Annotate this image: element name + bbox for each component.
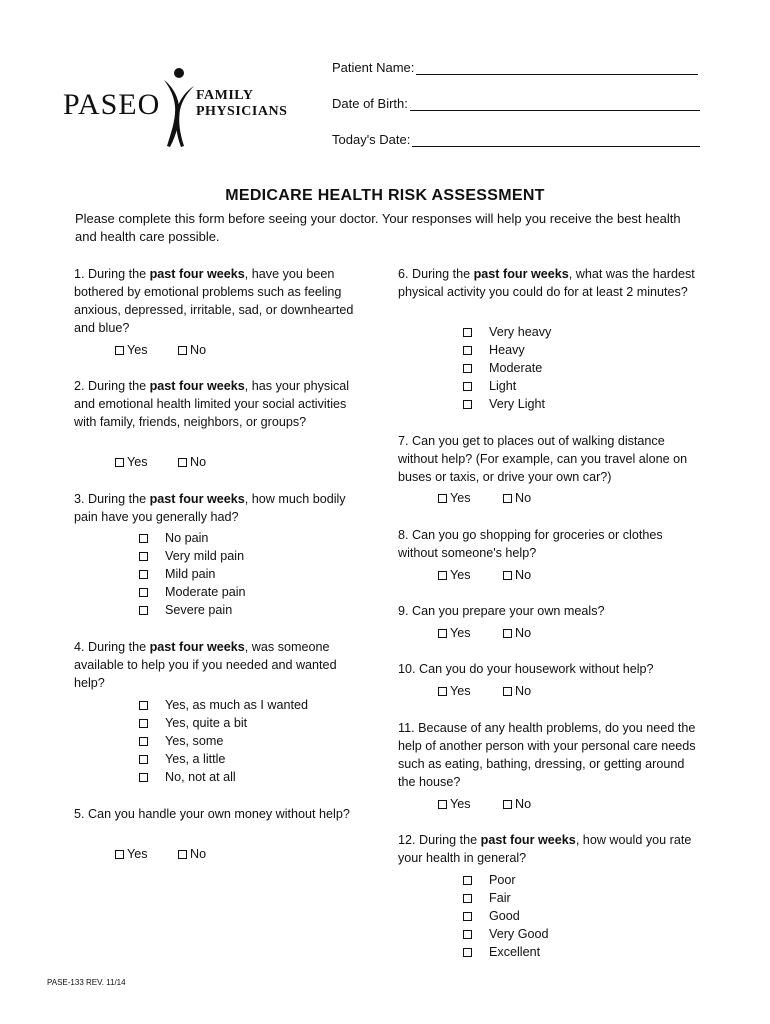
q3-option[interactable] <box>139 529 246 547</box>
q12-option[interactable] <box>463 889 549 907</box>
q6-checkbox[interactable] <box>463 364 472 373</box>
q3-option-label: Very mild pain <box>165 549 245 563</box>
q12-bold: past four weeks <box>480 833 576 847</box>
q8-yes-option[interactable] <box>438 566 503 584</box>
q3-option[interactable] <box>139 583 246 601</box>
q4-options <box>139 696 308 786</box>
q4-option[interactable] <box>139 714 308 732</box>
q10-yes-option[interactable] <box>438 682 503 700</box>
q10-yes-checkbox[interactable] <box>438 687 447 696</box>
q9-yes-option[interactable] <box>438 624 503 642</box>
q1-bold: past four weeks <box>149 267 245 281</box>
q1-yes-no <box>115 341 206 359</box>
q6-option[interactable] <box>463 341 551 359</box>
q5-no-checkbox[interactable] <box>178 850 187 859</box>
q1-post: , have you been bothered by emotional problems such as feeling anxious, depressed, irritable, sad, or downhearted and blue? <box>74 267 354 335</box>
q1-yes-option[interactable] <box>115 341 178 359</box>
logo-line-physicians: PHYSICIANS <box>196 104 288 119</box>
q2-no-option[interactable] <box>178 453 206 471</box>
q4-option[interactable] <box>139 750 308 768</box>
question-2 <box>74 377 364 431</box>
q2-yes-no <box>115 453 206 471</box>
q6-option-label: Heavy <box>489 343 525 357</box>
q10-no-label: No <box>515 684 532 698</box>
q4-option[interactable] <box>139 768 308 786</box>
q4-bold: past four weeks <box>149 640 245 654</box>
q1-pre: 1. During the <box>74 267 150 281</box>
q4-checkbox[interactable] <box>139 701 148 710</box>
q8-no-label: No <box>515 568 532 582</box>
q2-post: , has your physical and emotional health limited your social activities with family, friends, neighbors, or groups? <box>74 379 350 429</box>
q12-checkbox[interactable] <box>463 912 472 921</box>
q7-yes-no <box>438 489 531 507</box>
q2-no-checkbox[interactable] <box>178 458 187 467</box>
q4-option-label: Yes, quite a bit <box>165 716 248 730</box>
logo-line-family: FAMILY <box>196 88 254 103</box>
q6-option[interactable] <box>463 395 551 413</box>
q3-option[interactable] <box>139 601 246 619</box>
q2-yes-label: Yes <box>127 455 148 469</box>
q12-checkbox[interactable] <box>463 948 472 957</box>
question-4 <box>74 638 364 692</box>
q6-checkbox[interactable] <box>463 346 472 355</box>
q11-no-label: No <box>515 797 532 811</box>
q12-checkbox[interactable] <box>463 930 472 939</box>
q1-yes-label: Yes <box>127 343 148 357</box>
q8-no-option[interactable] <box>503 566 531 584</box>
q8-yes-label: Yes <box>450 568 471 582</box>
q6-option[interactable] <box>463 359 551 377</box>
logo-subtitle <box>196 88 287 120</box>
q7-no-label: No <box>515 491 532 505</box>
q10-no-option[interactable] <box>503 682 531 700</box>
todays-date-label: Today's Date: <box>332 132 411 147</box>
q3-pre: 3. During the <box>74 492 150 506</box>
q3-bold: past four weeks <box>149 492 245 506</box>
q2-yes-option[interactable] <box>115 453 178 471</box>
q3-option[interactable] <box>139 547 246 565</box>
question-3 <box>74 490 364 526</box>
patient-name-label: Patient Name: <box>332 60 415 75</box>
q1-yes-checkbox[interactable] <box>115 346 124 355</box>
q6-option[interactable] <box>463 323 551 341</box>
q8-yes-checkbox[interactable] <box>438 571 447 580</box>
question-5: 5. Can you handle your own money without help? <box>74 807 350 821</box>
dob-label: Date of Birth: <box>332 96 408 111</box>
q8-yes-no <box>438 566 531 584</box>
q7-no-option[interactable] <box>503 489 531 507</box>
q3-option[interactable] <box>139 565 246 583</box>
q6-checkbox[interactable] <box>463 400 472 409</box>
todays-date-field[interactable] <box>332 132 700 147</box>
q5-yes-option[interactable] <box>115 845 178 863</box>
question-1 <box>74 265 364 337</box>
q4-pre: 4. During the <box>74 640 150 654</box>
q3-checkbox[interactable] <box>139 606 148 615</box>
q2-no-label: No <box>190 455 207 469</box>
q4-option-label: Yes, a little <box>165 752 226 766</box>
question-8: 8. Can you go shopping for groceries or clothes without someone's help? <box>398 528 663 560</box>
q5-yes-no <box>115 845 206 863</box>
q8-no-checkbox[interactable] <box>503 571 512 580</box>
q12-checkbox[interactable] <box>463 894 472 903</box>
q3-option-label: No pain <box>165 531 209 545</box>
logo-paseo-text: PASEO <box>63 88 161 121</box>
question-9: 9. Can you prepare your own meals? <box>398 604 605 618</box>
q11-yes-label: Yes <box>450 797 471 811</box>
q4-option-label: Yes, as much as I wanted <box>165 698 309 712</box>
q5-no-label: No <box>190 847 207 861</box>
logo-figure-icon <box>158 66 198 150</box>
q2-yes-checkbox[interactable] <box>115 458 124 467</box>
intro-text: Please complete this form before seeing your doctor. Your responses will help you receive the best health and health care possible. <box>75 211 681 244</box>
q4-option-label: Yes, some <box>165 734 224 748</box>
q12-pre: 12. During the <box>398 833 481 847</box>
q4-option[interactable] <box>139 732 308 750</box>
q9-yes-checkbox[interactable] <box>438 629 447 638</box>
q6-options <box>463 323 551 413</box>
q9-yes-no <box>438 624 531 642</box>
q6-option-label: Light <box>489 379 517 393</box>
q4-post: , was someone available to help you if you needed and wanted help? <box>74 640 337 690</box>
question-11: 11. Because of any health problems, do you need the help of another person with your personal care needs such as eating, bathing, dressing, or getting around the house? <box>398 721 696 789</box>
page-title: MEDICARE HEALTH RISK ASSESSMENT <box>225 187 545 204</box>
dob-field[interactable] <box>332 96 700 111</box>
q9-no-option[interactable] <box>503 624 531 642</box>
q4-option-label: No, not at all <box>165 770 236 784</box>
q6-option-label: Very heavy <box>489 325 552 339</box>
q7-yes-option[interactable] <box>438 489 503 507</box>
q6-pre: 6. During the <box>398 267 474 281</box>
q3-checkbox[interactable] <box>139 534 148 543</box>
q7-no-checkbox[interactable] <box>503 494 512 503</box>
q11-no-option[interactable] <box>503 795 531 813</box>
q11-no-checkbox[interactable] <box>503 800 512 809</box>
q3-checkbox[interactable] <box>139 588 148 597</box>
q3-option-label: Severe pain <box>165 603 233 617</box>
q6-option-label: Very Light <box>489 397 546 411</box>
q3-option-label: Mild pain <box>165 567 216 581</box>
patient-name-field[interactable] <box>332 60 698 75</box>
q12-option-label: Poor <box>489 873 516 887</box>
q4-checkbox[interactable] <box>139 737 148 746</box>
q6-bold: past four weeks <box>473 267 569 281</box>
dob-line[interactable] <box>410 98 700 111</box>
q3-options <box>139 529 246 619</box>
q12-option-label: Fair <box>489 891 511 905</box>
q1-no-label: No <box>190 343 207 357</box>
q12-option[interactable] <box>463 907 549 925</box>
q4-checkbox[interactable] <box>139 719 148 728</box>
q3-checkbox[interactable] <box>139 552 148 561</box>
q9-no-checkbox[interactable] <box>503 629 512 638</box>
q12-option-label: Very Good <box>489 927 549 941</box>
q9-yes-label: Yes <box>450 626 471 640</box>
q5-yes-checkbox[interactable] <box>115 850 124 859</box>
q12-option[interactable] <box>463 943 549 961</box>
question-6 <box>398 265 698 301</box>
q6-checkbox[interactable] <box>463 328 472 337</box>
question-10: 10. Can you do your housework without help? <box>398 662 654 676</box>
q1-no-option[interactable] <box>178 341 206 359</box>
q12-checkbox[interactable] <box>463 876 472 885</box>
q3-post: , how much bodily pain have you generally had? <box>74 492 346 524</box>
q4-checkbox[interactable] <box>139 755 148 764</box>
q11-yes-option[interactable] <box>438 795 503 813</box>
q2-pre: 2. During the <box>74 379 150 393</box>
q3-checkbox[interactable] <box>139 570 148 579</box>
q4-option[interactable] <box>139 696 308 714</box>
q7-yes-label: Yes <box>450 491 471 505</box>
form-code-footer: PASE-133 REV. 11/14 <box>47 978 126 987</box>
q10-no-checkbox[interactable] <box>503 687 512 696</box>
q12-option[interactable] <box>463 871 549 889</box>
q10-yes-label: Yes <box>450 684 471 698</box>
q7-yes-checkbox[interactable] <box>438 494 447 503</box>
q5-yes-label: Yes <box>127 847 148 861</box>
q6-option[interactable] <box>463 377 551 395</box>
q6-checkbox[interactable] <box>463 382 472 391</box>
question-12 <box>398 831 698 867</box>
q6-post: , what was the hardest physical activity you could do for at least 2 minutes? <box>398 267 695 299</box>
q3-option-label: Moderate pain <box>165 585 246 599</box>
q4-checkbox[interactable] <box>139 773 148 782</box>
question-7: 7. Can you get to places out of walking distance without help? (For example, can you travel alone on buses or taxis, or drive your own car?) <box>398 434 688 484</box>
q11-yes-no <box>438 795 531 813</box>
q12-options <box>463 871 549 961</box>
q2-bold: past four weeks <box>149 379 245 393</box>
q12-option-label: Good <box>489 909 520 923</box>
q12-option-label: Excellent <box>489 945 541 959</box>
q10-yes-no <box>438 682 531 700</box>
q12-option[interactable] <box>463 925 549 943</box>
q11-yes-checkbox[interactable] <box>438 800 447 809</box>
q12-post: , how would you rate your health in general? <box>398 833 692 865</box>
q1-no-checkbox[interactable] <box>178 346 187 355</box>
q9-no-label: No <box>515 626 532 640</box>
q5-no-option[interactable] <box>178 845 206 863</box>
q6-option-label: Moderate <box>489 361 543 375</box>
todays-date-line[interactable] <box>412 134 700 147</box>
patient-name-line[interactable] <box>416 62 698 75</box>
